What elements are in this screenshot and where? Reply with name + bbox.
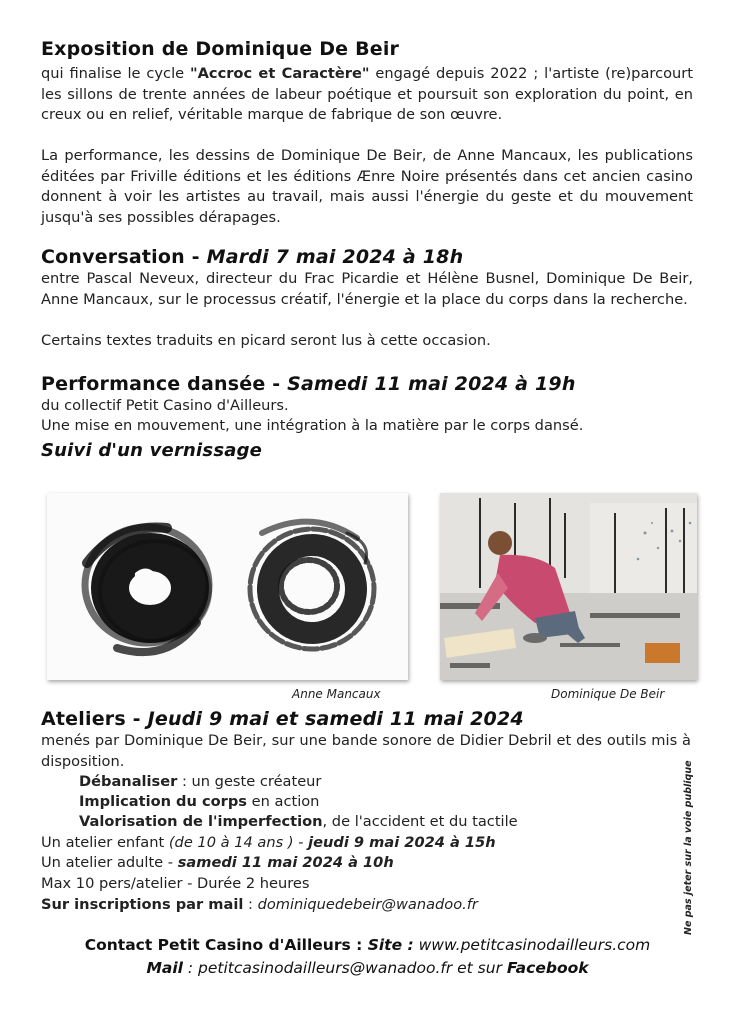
performance-line-1: du collectif Petit Casino d'Ailleurs. — [41, 397, 289, 414]
conversation-note: Certains textes traduits en picard seront lus à cette occasion. — [41, 332, 491, 349]
atelier-item-2: Implication du corps en action — [79, 793, 320, 810]
inscription-email-link[interactable]: dominiquedebeir@wanadoo.fr — [257, 896, 478, 913]
expo-title: Exposition de Dominique De Beir — [41, 38, 400, 60]
vernissage-heading: Suivi d'un vernissage — [41, 440, 263, 461]
ink-circles-artwork — [47, 493, 408, 680]
contact-email-link[interactable]: : petitcasinodailleurs@wanadoo.fr et sur — [182, 959, 507, 977]
performance-line-2: Une mise en mouvement, une intégration à la matière par le corps dansé. — [41, 417, 584, 434]
atelier-item-3: Valorisation de l'imperfection, de l'accident et du tactile — [79, 813, 518, 830]
ateliers-intro: menés par Dominique De Beir, sur une bande sonore de Didier Debril et des outils mis à disposition. — [41, 732, 691, 770]
performance-title: Performance dansée - Samedi 11 mai 2024 à 19h — [41, 373, 576, 395]
ateliers-title: Ateliers - Jeudi 9 mai et samedi 11 mai 2024 — [41, 708, 524, 730]
conversation-title: Conversation - Mardi 7 mai 2024 à 18h — [41, 246, 464, 268]
studio-scene — [440, 493, 697, 680]
contact-line-2: Mail : petitcasinodailleurs@wanadoo.fr et sur Facebook — [146, 959, 589, 977]
cycle-name: "Accroc et Caractère" — [190, 65, 370, 82]
caption-right: Dominique De Beir — [551, 687, 665, 701]
ateliers-date: Jeudi 9 mai et samedi 11 mai 2024 — [147, 708, 524, 730]
performance-date: Samedi 11 mai 2024 à 19h — [287, 373, 576, 395]
contact-line-1: Contact Petit Casino d'Ailleurs : Site : www.petitcasinodailleurs.com — [84, 936, 651, 954]
atelier-enfant: Un atelier enfant (de 10 à 14 ans ) - jeudi 9 mai 2024 à 15h — [41, 834, 496, 851]
expo-paragraph-1: qui finalise le cycle "Accroc et Caractère" engagé depuis 2022 ; l'artiste (re)parcourt les sillons de trente années de labeur poétique et poursuit son exploration du point, en creux ou en relief, véritable marque de fabrique de son œuvre. — [41, 65, 693, 123]
artist-at-work-photo — [440, 493, 697, 680]
atelier-inscriptions: Sur inscriptions par mail : dominiquedebeir@wanadoo.fr — [41, 896, 478, 913]
conversation-paragraph: entre Pascal Neveux, directeur du Frac Picardie et Hélène Busnel, Dominique De Beir, Anne Mancaux, sur le processus créatif, l'énergie et la place du corps dans la recherche. — [41, 270, 693, 308]
expo-paragraph-2: La performance, les dessins de Dominique De Beir, de Anne Mancaux, les publications éditées par Friville éditions et les éditions Ænre Noire présentés dans cet ancien casino donnent à voir les artistes au travail, mais aussi l'énergie du geste et du mouvement jusqu'à ses possibles dérapages. — [41, 147, 693, 226]
facebook-link[interactable]: Facebook — [506, 959, 589, 977]
atelier-max: Max 10 pers/atelier - Durée 2 heures — [41, 875, 310, 892]
atelier-item-1: Débanaliser : un geste créateur — [79, 773, 322, 790]
ink-drawing-image — [47, 493, 408, 680]
caption-left: Anne Mancaux — [292, 687, 381, 701]
conversation-date: Mardi 7 mai 2024 à 18h — [206, 246, 464, 268]
website-link[interactable]: www.petitcasinodailleurs.com — [413, 936, 651, 954]
atelier-adulte: Un atelier adulte - samedi 11 mai 2024 à 10h — [41, 854, 394, 871]
side-note: Ne pas jeter sur la voie publique — [683, 760, 694, 935]
